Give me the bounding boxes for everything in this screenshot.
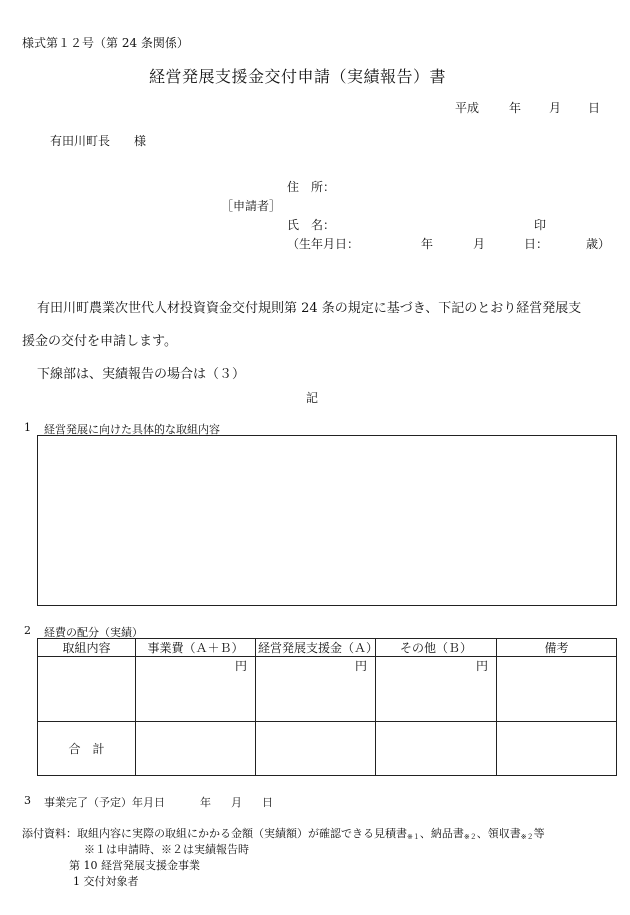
section3-day: 日 bbox=[262, 796, 273, 809]
total-row bbox=[38, 722, 617, 776]
section3-month: 月 bbox=[231, 796, 242, 809]
total-project-cost[interactable] bbox=[136, 722, 256, 776]
ki-mark: 記 bbox=[306, 391, 319, 405]
header-remarks: 備考 bbox=[497, 639, 617, 657]
footnote-mark-1: ※１ bbox=[407, 833, 420, 841]
section2-number: 2 bbox=[24, 624, 31, 637]
section3-number: 3 bbox=[24, 794, 31, 807]
seal-mark: 印 bbox=[534, 218, 547, 232]
total-support-fund[interactable] bbox=[256, 722, 376, 776]
attachments-text: 取組内容に実際の取組にかかる金額（実績額）が確認できる見積書 bbox=[77, 827, 407, 840]
date-year: 年 bbox=[509, 101, 522, 115]
page-title: 経営発展支援金交付申請（実績報告）書 bbox=[149, 67, 447, 86]
section1-title: 経営発展に向けた具体的な取組内容 bbox=[44, 423, 220, 436]
item-subheading: 1 交付対象者 bbox=[73, 875, 139, 888]
birth-prefix: （生年月日： bbox=[287, 237, 360, 251]
addressee: 有田川町長 様 bbox=[50, 134, 147, 148]
total-label: 合 計 bbox=[38, 722, 136, 776]
birth-month: 月 bbox=[473, 237, 486, 251]
item-heading: 第 10 経営発展支援金事業 bbox=[69, 859, 200, 872]
body-line-1: 有田川町農業次世代人材投資資金交付規則第 24 条の規定に基づき、下記のとおり経営発展支 bbox=[37, 301, 582, 316]
footnote-mark-2a: ※２ bbox=[463, 833, 477, 841]
body-line-2: 援金の交付を申請します。 bbox=[22, 334, 177, 349]
birth-year: 年 bbox=[421, 237, 434, 251]
unit-yen: 円 bbox=[234, 659, 247, 673]
header-other: その他（Ｂ） bbox=[376, 639, 497, 657]
section1-content-box[interactable] bbox=[37, 435, 617, 606]
expense-header-row bbox=[38, 639, 617, 657]
name-label: 氏 名： bbox=[287, 218, 336, 232]
support-fund-cell[interactable] bbox=[256, 657, 376, 722]
total-remarks[interactable] bbox=[497, 722, 617, 776]
birth-day: 日： bbox=[524, 237, 549, 251]
footnote-mark-2b: ※２ bbox=[520, 833, 534, 841]
underline-note: 下線部は、実績報告の場合は（３） bbox=[37, 367, 246, 382]
project-cost-cell[interactable] bbox=[136, 657, 256, 722]
header-activity: 取組内容 bbox=[38, 639, 136, 657]
date-day: 日 bbox=[588, 101, 601, 115]
expense-row bbox=[38, 657, 617, 722]
unit-yen: 円 bbox=[354, 659, 367, 673]
date-month: 月 bbox=[549, 101, 562, 115]
section1-number: 1 bbox=[24, 421, 31, 434]
attachments-note: ※１は申請時、※２は実績報告時 bbox=[84, 843, 249, 856]
section2-title: 経費の配分（実績） bbox=[44, 626, 143, 639]
header-project-cost: 事業費（Ａ＋Ｂ） bbox=[136, 639, 256, 657]
attachments-delivery: 、納品書 bbox=[419, 827, 464, 840]
total-other[interactable] bbox=[376, 722, 497, 776]
form-number: 様式第１２号（第 24 条関係） bbox=[22, 36, 189, 50]
attachments-etc: 等 bbox=[533, 827, 545, 840]
remarks-cell[interactable] bbox=[497, 657, 617, 722]
age: 歳） bbox=[586, 237, 611, 251]
attachments-line bbox=[22, 825, 545, 842]
section3-title: 事業完了（予定）年月日 bbox=[44, 796, 165, 809]
section3-year: 年 bbox=[200, 796, 211, 809]
activity-cell[interactable] bbox=[38, 657, 136, 722]
attachments-receipt: 、領収書 bbox=[476, 827, 521, 840]
attachments-label: 添付資料： bbox=[22, 827, 77, 840]
header-support-fund: 経営発展支援金（Ａ） bbox=[256, 639, 376, 657]
address-label: 住 所： bbox=[287, 180, 336, 194]
unit-yen: 円 bbox=[475, 659, 488, 673]
expense-table bbox=[37, 638, 617, 776]
date-era: 平成 bbox=[455, 101, 480, 115]
applicant-label: ［申請者］ bbox=[221, 199, 282, 213]
other-cell[interactable] bbox=[376, 657, 497, 722]
